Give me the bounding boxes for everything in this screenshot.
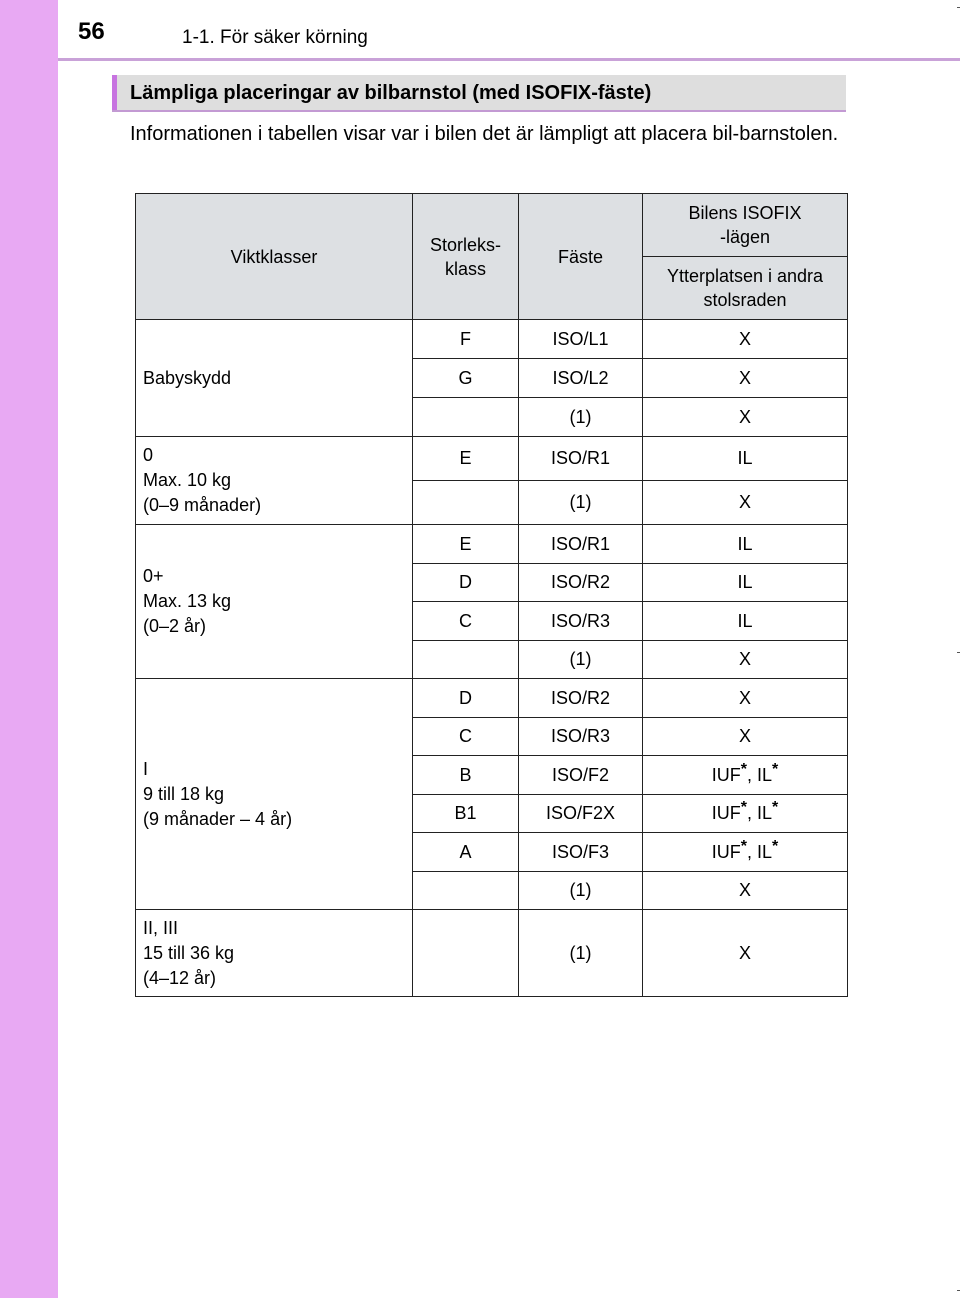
fixture-cell: ISO/R3 bbox=[519, 602, 643, 641]
fixture-cell: ISO/F2 bbox=[519, 756, 643, 795]
fixture-cell: ISO/R3 bbox=[519, 718, 643, 756]
position-text: , IL bbox=[746, 764, 772, 785]
fixture-cell: ISO/L1 bbox=[519, 320, 643, 359]
position-cell: IL bbox=[643, 564, 848, 602]
weight-class-cell: II, III 15 till 36 kg (4–12 år) bbox=[136, 910, 413, 997]
footnote-mark: * bbox=[740, 837, 747, 855]
footnote-mark: * bbox=[740, 760, 747, 778]
table-row bbox=[136, 320, 848, 359]
footnote-mark: * bbox=[740, 799, 747, 816]
fixture-cell: ISO/L2 bbox=[519, 359, 643, 398]
header-outer-seat: Ytterplatsen i andra stolsraden bbox=[643, 257, 848, 320]
fixture-cell: ISO/R1 bbox=[519, 525, 643, 564]
position-cell: IL bbox=[643, 437, 848, 481]
position-text: , IL bbox=[746, 841, 772, 862]
page-number: 56 bbox=[78, 18, 105, 45]
fixture-cell: (1) bbox=[519, 398, 643, 437]
size-class-cell: B bbox=[413, 756, 519, 795]
size-class-cell: C bbox=[413, 602, 519, 641]
table-row bbox=[136, 525, 848, 564]
fixture-cell: (1) bbox=[519, 481, 643, 525]
size-class-cell: E bbox=[413, 437, 519, 481]
section-heading bbox=[112, 75, 846, 111]
position-cell: X bbox=[643, 481, 848, 525]
fixture-cell: (1) bbox=[519, 910, 643, 997]
size-class-cell bbox=[413, 910, 519, 997]
chapter-title: 1-1. För säker körning bbox=[182, 27, 368, 48]
table-header-row bbox=[136, 194, 848, 257]
size-class-cell: A bbox=[413, 833, 519, 872]
position-cell: X bbox=[643, 359, 848, 398]
table-row bbox=[136, 679, 848, 718]
size-class-cell: C bbox=[413, 718, 519, 756]
intro-paragraph: Informationen i tabellen visar var i bilen det är lämpligt att placera bil-barnstolen. bbox=[130, 123, 839, 145]
fixture-cell: ISO/R2 bbox=[519, 679, 643, 718]
position-cell: X bbox=[643, 872, 848, 910]
position-cell bbox=[643, 756, 848, 795]
position-cell bbox=[643, 833, 848, 872]
weight-class-cell: 0+ Max. 13 kg (0–2 år) bbox=[136, 525, 413, 679]
position-cell: IL bbox=[643, 525, 848, 564]
header-weight-class: Viktklasser bbox=[136, 194, 413, 320]
size-class-cell bbox=[413, 872, 519, 910]
footnote-mark: * bbox=[772, 799, 779, 816]
footnote-mark: * bbox=[772, 760, 779, 778]
header-divider bbox=[58, 58, 960, 61]
fixture-cell: (1) bbox=[519, 641, 643, 679]
position-cell: X bbox=[643, 679, 848, 718]
position-text: , IL bbox=[746, 803, 772, 823]
fixture-cell: ISO/F2X bbox=[519, 795, 643, 833]
size-class-cell: G bbox=[413, 359, 519, 398]
size-class-cell: D bbox=[413, 564, 519, 602]
fixture-cell: ISO/R1 bbox=[519, 437, 643, 481]
position-cell: X bbox=[643, 320, 848, 359]
weight-class-cell: 0 Max. 10 kg (0–9 månader) bbox=[136, 437, 413, 525]
position-cell: X bbox=[643, 398, 848, 437]
size-class-cell: F bbox=[413, 320, 519, 359]
size-class-cell bbox=[413, 398, 519, 437]
fixture-cell: ISO/F3 bbox=[519, 833, 643, 872]
size-class-cell bbox=[413, 481, 519, 525]
header-size-class: Storleks- klass bbox=[413, 194, 519, 320]
fixture-cell: ISO/R2 bbox=[519, 564, 643, 602]
footnote-mark: * bbox=[772, 837, 779, 855]
weight-class-cell: I 9 till 18 kg (9 månader – 4 år) bbox=[136, 679, 413, 910]
isofix-table bbox=[135, 193, 848, 997]
position-cell: X bbox=[643, 910, 848, 997]
position-cell: IL bbox=[643, 602, 848, 641]
table-row bbox=[136, 910, 848, 997]
header-fixture: Fäste bbox=[519, 194, 643, 320]
position-text: IUF bbox=[711, 841, 741, 862]
size-class-cell: E bbox=[413, 525, 519, 564]
weight-class-cell: Babyskydd bbox=[136, 320, 413, 437]
position-cell bbox=[643, 795, 848, 833]
position-text: IUF bbox=[711, 803, 741, 823]
size-class-cell bbox=[413, 641, 519, 679]
fixture-cell: (1) bbox=[519, 872, 643, 910]
position-cell: X bbox=[643, 718, 848, 756]
section-heading-text: Lämpliga placeringar av bilbarnstol (med ISOFIX-fäste) bbox=[130, 82, 652, 104]
size-class-cell: B1 bbox=[413, 795, 519, 833]
header-isofix-positions: Bilens ISOFIX -lägen bbox=[643, 194, 848, 257]
position-text: IUF bbox=[711, 764, 741, 785]
heading-divider bbox=[112, 110, 846, 112]
size-class-cell: D bbox=[413, 679, 519, 718]
position-cell: X bbox=[643, 641, 848, 679]
table-row bbox=[136, 437, 848, 481]
chapter-side-band bbox=[0, 0, 58, 1298]
